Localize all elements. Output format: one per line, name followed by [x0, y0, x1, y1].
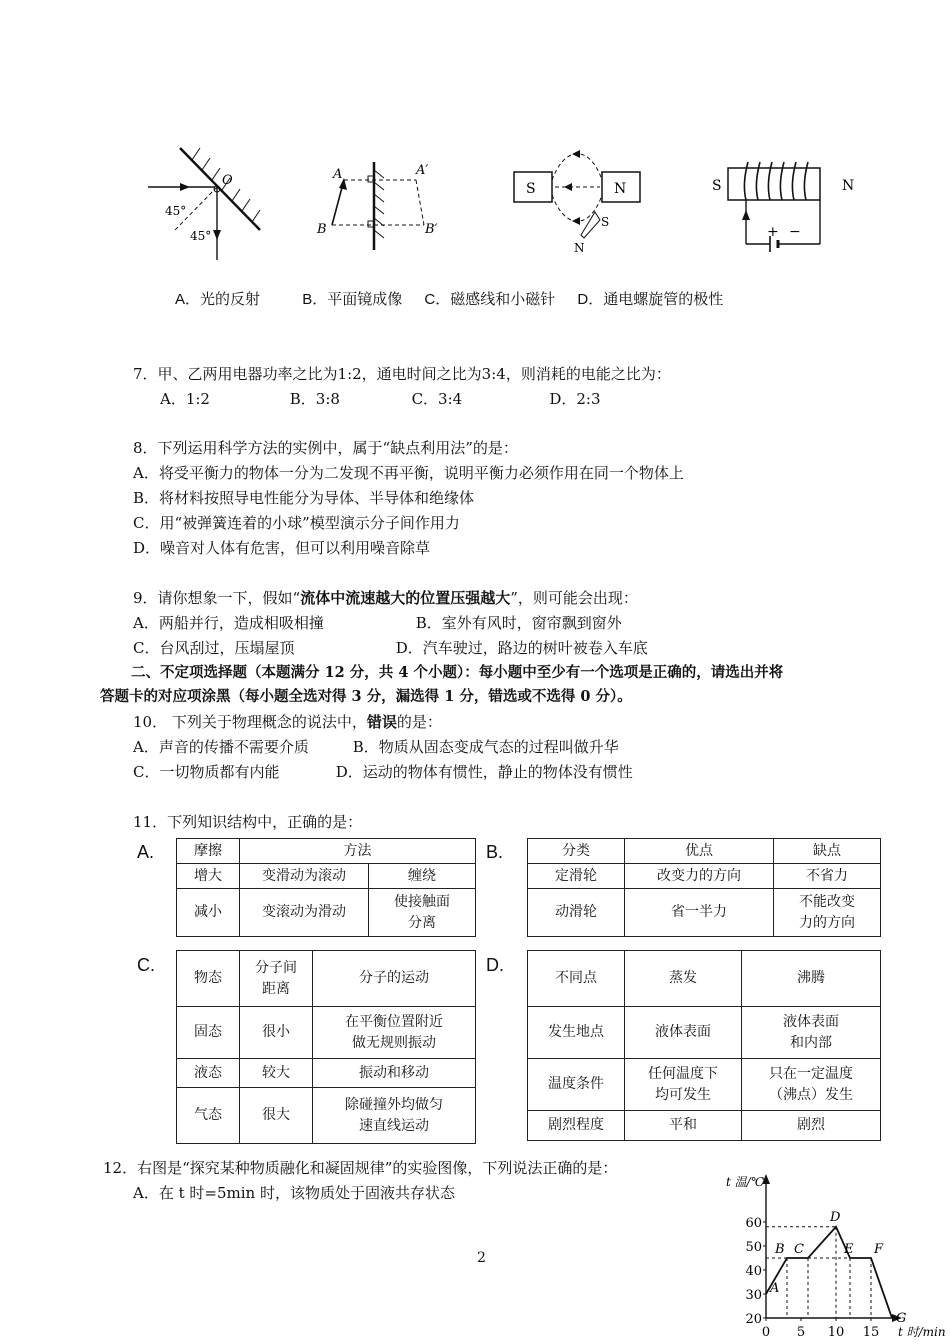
- y-tick-label: 20: [745, 1312, 762, 1327]
- q12-option-a[interactable]: A．在 t 时=5min 时，该物质处于固液共存状态: [133, 1184, 455, 1202]
- q9-option-d[interactable]: D．汽车驶过，路边的树叶被卷入车底: [395, 639, 648, 657]
- q11-table-c: 物态 分子间 距离 分子的运动 固态 很小 在平衡位置附近 做无规则振动 液态 较大 振动和移动 气态 很大 除碰撞外均做匀 速直线运动: [176, 950, 476, 1144]
- q6-option-c[interactable]: C．磁感线和小磁针: [424, 291, 556, 308]
- q11-label-d[interactable]: D.: [486, 955, 504, 975]
- x-tick-label: 0: [761, 1325, 771, 1340]
- q6-figures: [140, 140, 855, 270]
- solenoid-left-pole: S: [712, 178, 722, 194]
- reflection-figure: [148, 148, 260, 260]
- solenoid-right-pole: N: [842, 178, 855, 194]
- q10-bold: 错误: [366, 713, 397, 731]
- q10-stem: 10． 下列关于物理概念的说法中，错误的是：: [133, 713, 442, 731]
- q10-row1: [133, 737, 619, 757]
- q11-table-b: 分类 优点 缺点 定滑轮 改变力的方向 不省力 动滑轮 省一半力 不能改变 力的方向: [527, 838, 881, 937]
- page-number: 2: [477, 1250, 486, 1266]
- q10-option-c[interactable]: C．一切物质都有内能: [133, 763, 280, 781]
- point-label-c: C: [794, 1242, 804, 1257]
- angle-label-1: 45°: [165, 204, 187, 218]
- q10-option-b[interactable]: B．物质从固态变成气态的过程叫做升华: [352, 738, 619, 756]
- q10-option-d[interactable]: D．运动的物体有惯性，静止的物体没有惯性: [335, 763, 633, 781]
- x-tick-label: 10: [827, 1325, 845, 1340]
- q12-stem: 12．右图是“探究某种物质融化和凝固规律”的实验图像，下列说法正确的是：: [103, 1159, 618, 1177]
- q7-option-b[interactable]: B．3:8: [289, 390, 340, 408]
- q7-stem: 7．甲、乙两用电器功率之比为1:2，通电时间之比为3:4，则消耗的电能之比为：: [133, 365, 671, 383]
- q6-option-d[interactable]: D．通电螺旋管的极性: [577, 291, 724, 308]
- q11-table-a: 摩擦 方法 增大 变滑动为滚动 缠绕 减小 变滚动为滑动 使接触面 分离: [176, 838, 476, 937]
- q8-option-c[interactable]: C．用“被弹簧连着的小球”模型演示分子间作用力: [133, 514, 460, 532]
- q11-stem: 11．下列知识结构中，正确的是：: [133, 813, 363, 831]
- y-tick-label: 50: [745, 1240, 762, 1255]
- q7-option-c[interactable]: C．3:4: [411, 390, 463, 408]
- q6-option-b[interactable]: B．平面镜成像: [302, 291, 403, 308]
- angle-label-2: 45°: [190, 229, 212, 243]
- label-b-prime: B′: [425, 222, 438, 237]
- q9-bold: 流体中流速越大的位置压强越大: [300, 589, 511, 607]
- q6-option-a[interactable]: A．光的反射: [175, 291, 261, 308]
- q7-options: [160, 389, 601, 409]
- q6-options: [175, 290, 723, 310]
- point-label-g: G: [896, 1311, 907, 1326]
- point-o: O: [222, 173, 233, 188]
- q8-option-b[interactable]: B．将材料按照导电性能分为导体、半导体和绝缘体: [133, 489, 475, 507]
- magnets-figure: [514, 150, 640, 255]
- mirror-figure: [316, 162, 438, 250]
- magnet-right-pole: N: [614, 181, 627, 197]
- q8-stem: 8．下列运用科学方法的实例中，属于“缺点利用法”的是：: [133, 439, 518, 457]
- q7-option-d[interactable]: D．2:3: [549, 390, 601, 408]
- q11-label-c[interactable]: C.: [137, 955, 155, 975]
- y-tick-label: 40: [745, 1264, 762, 1279]
- needle-s-pole: S: [601, 215, 610, 229]
- q11-label-b[interactable]: B.: [486, 842, 504, 862]
- solenoid-figure: [712, 162, 854, 252]
- section2-line2: 答题卡的对应项涂黑（每小题全选对得 3 分，漏选得 1 分，错选或不选得 0 分）。: [100, 688, 632, 705]
- point-label-e: E: [844, 1242, 854, 1257]
- point-label-b: B: [775, 1242, 785, 1257]
- y-axis-label: t 温/℃: [726, 1175, 765, 1189]
- q11-label-a[interactable]: A.: [137, 842, 155, 862]
- point-label-d: D: [830, 1209, 841, 1225]
- q9-option-c[interactable]: C．台风刮过，压塌屋顶: [133, 639, 295, 657]
- q9-option-a[interactable]: A．两船并行，造成相吸相撞: [133, 614, 324, 632]
- q7-option-a[interactable]: A．1:2: [160, 390, 210, 408]
- q9-stem: 9．请你想象一下，假如“流体中流速越大的位置压强越大”，则可能会出现：: [133, 589, 638, 607]
- y-tick-label: 30: [745, 1288, 762, 1303]
- q8-option-a[interactable]: A．将受平衡力的物体一分为二发现不再平衡，说明平衡力必须作用在同一个物体上: [133, 464, 684, 482]
- y-tick-label: 60: [745, 1216, 762, 1231]
- label-a: A: [333, 167, 343, 182]
- x-tick-label: 15: [862, 1325, 880, 1340]
- q9-option-b[interactable]: B．室外有风时，窗帘飘到窗外: [415, 614, 622, 632]
- temperature-curve: [766, 1227, 892, 1318]
- x-axis-label: t 时/min: [898, 1325, 946, 1339]
- battery-minus: −: [789, 224, 801, 240]
- x-tick-label: 5: [796, 1325, 806, 1340]
- q9-row2: [133, 638, 648, 658]
- battery-plus: +: [767, 224, 779, 240]
- point-label-a: A: [770, 1281, 780, 1296]
- point-label-f: F: [874, 1242, 884, 1257]
- label-b: B: [317, 222, 327, 237]
- q9-row1: [133, 613, 622, 633]
- q10-row2: [133, 762, 633, 782]
- section2-line1: 二、不定项选择题（本题满分 12 分，共 4 个小题）：每小题中至少有一个选项是正确的，请选出并将: [131, 664, 784, 681]
- label-a-prime: A′: [416, 163, 429, 178]
- magnet-left-pole: S: [526, 181, 536, 197]
- q8-option-d[interactable]: D．噪音对人体有危害，但可以利用噪音除草: [133, 539, 431, 557]
- needle-n-pole: N: [574, 241, 585, 255]
- melting-chart: [718, 1168, 948, 1344]
- q10-option-a[interactable]: A．声音的传播不需要介质: [133, 738, 309, 756]
- q11-table-d: 不同点 蒸发 沸腾 发生地点 液体表面 液体表面 和内部 温度条件 任何温度下 均可发生 只在一定温度 （沸点）发生 剧烈程度 平和 剧烈: [527, 950, 881, 1141]
